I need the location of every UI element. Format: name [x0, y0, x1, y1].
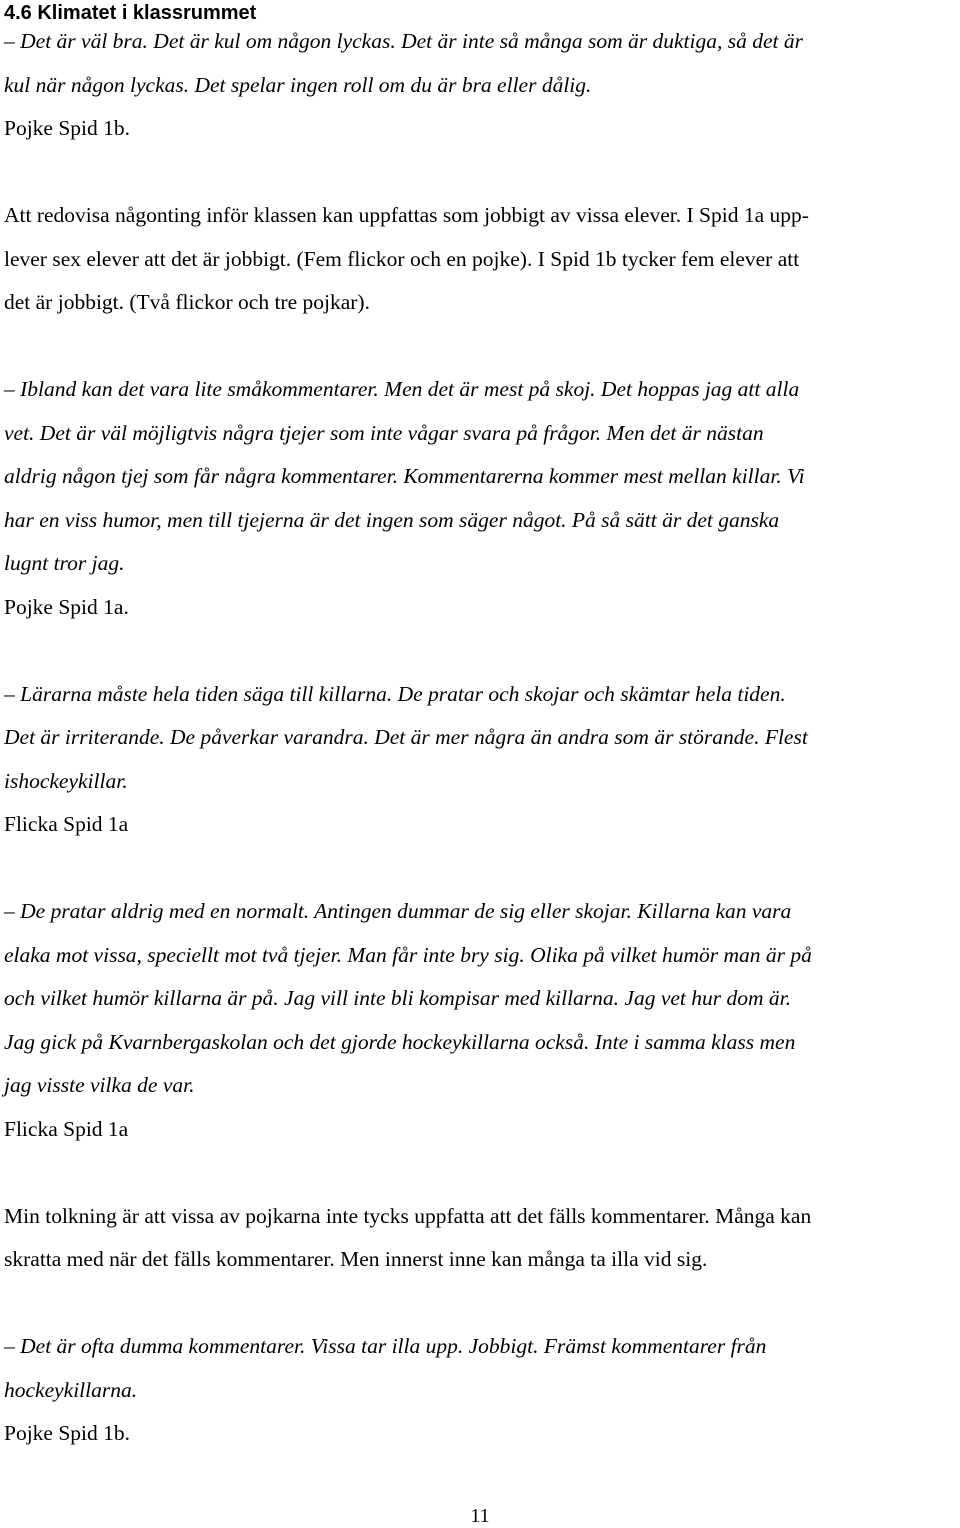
text-line: det är jobbigt. (Två flickor och tre pojkar).	[4, 290, 370, 314]
text-line: ishockeykillar.	[4, 768, 128, 793]
quote-attribution: Flicka Spid 1a	[4, 1116, 129, 1141]
body-paragraph	[4, 194, 954, 325]
quote-attribution: Pojke Spid 1a.	[4, 594, 129, 619]
quote-attribution: Flicka Spid 1a	[4, 812, 129, 836]
text-line: hockeykillarna.	[4, 1377, 138, 1402]
quote-attribution: Pojke Spid 1b.	[4, 1421, 131, 1445]
text-line: kul när någon lyckas. Det spelar ingen roll om du är bra eller dålig.	[4, 72, 592, 97]
text-line: – Det är ofta dumma kommentarer. Vissa tar illa upp. Jobbigt. Främst kommentarer från	[4, 1334, 767, 1358]
text-line: och vilket humör killarna är på. Jag vill inte bli kompisar med killarna. Jag vet hur dom är.	[4, 986, 792, 1010]
text-line: jag visste vilka de var.	[4, 1073, 195, 1097]
text-line: Min tolkning är att vissa av pojkarna inte tycks uppfatta att det fälls kommentarer. Många kan	[4, 1203, 812, 1228]
interview-quote	[4, 368, 954, 586]
text-line: Att redovisa någonting inför klassen kan uppfattas som jobbigt av vissa elever. I Spid 1a upp-	[4, 203, 809, 227]
text-line: – Lärarna måste hela tiden säga till killarna. De pratar och skojar och skämtar hela tiden.	[4, 681, 786, 706]
document-page	[4, 0, 954, 1456]
text-line: aldrig någon tjej som får några kommentarer. Kommentarerna kommer mest mellan killar. Vi	[4, 464, 805, 488]
text-line: – Det är väl bra. Det är kul om någon lyckas. Det är inte så många som är duktiga, så det är	[4, 29, 804, 53]
text-line: lugnt tror jag.	[4, 551, 125, 575]
text-line: Jag gick på Kvarnbergaskolan och det gjorde hockeykillarna också. Inte i samma klass men	[4, 1029, 796, 1054]
section-heading: 4.6 Klimatet i klassrummet	[4, 2, 257, 24]
interview-quote	[4, 673, 954, 804]
interview-quote	[4, 20, 954, 107]
text-line: skratta med när det fälls kommentarer. Men innerst inne kan många ta illa vid sig.	[4, 1247, 708, 1271]
interview-quote	[4, 1325, 954, 1412]
paragraph-gap	[4, 1151, 954, 1195]
text-line: – Ibland kan det vara lite småkommentarer. Men det är mest på skoj. Det hoppas jag att alla	[4, 377, 800, 401]
paragraph-gap	[4, 1282, 954, 1326]
text-line: lever sex elever att det är jobbigt. (Fem flickor och en pojke). I Spid 1b tycker fem elever att	[4, 246, 800, 271]
interview-quote	[4, 890, 954, 1108]
quote-attribution: Pojke Spid 1b.	[4, 116, 131, 140]
text-line: elaka mot vissa, speciellt mot två tjejer. Man får inte bry sig. Olika på vilket humör man är på	[4, 942, 812, 967]
paragraph-gap	[4, 151, 954, 195]
text-line: vet. Det är väl möjligtvis några tjejer som inte vågar svara på frågor. Men det är nästan	[4, 420, 764, 445]
paragraph-gap	[4, 847, 954, 891]
document-body	[4, 20, 954, 1456]
text-line: – De pratar aldrig med en normalt. Antingen dummar de sig eller skojar. Killarna kan vara	[4, 899, 792, 923]
text-line: Det är irriterande. De påverkar varandra. Det är mer några än andra som är störande. Flest	[4, 725, 808, 749]
page-number: 11	[470, 1505, 490, 1527]
body-paragraph	[4, 1195, 954, 1282]
paragraph-gap	[4, 629, 954, 673]
text-line: har en viss humor, men till tjejerna är det ingen som säger något. På så sätt är det ganska	[4, 507, 780, 532]
paragraph-gap	[4, 325, 954, 369]
